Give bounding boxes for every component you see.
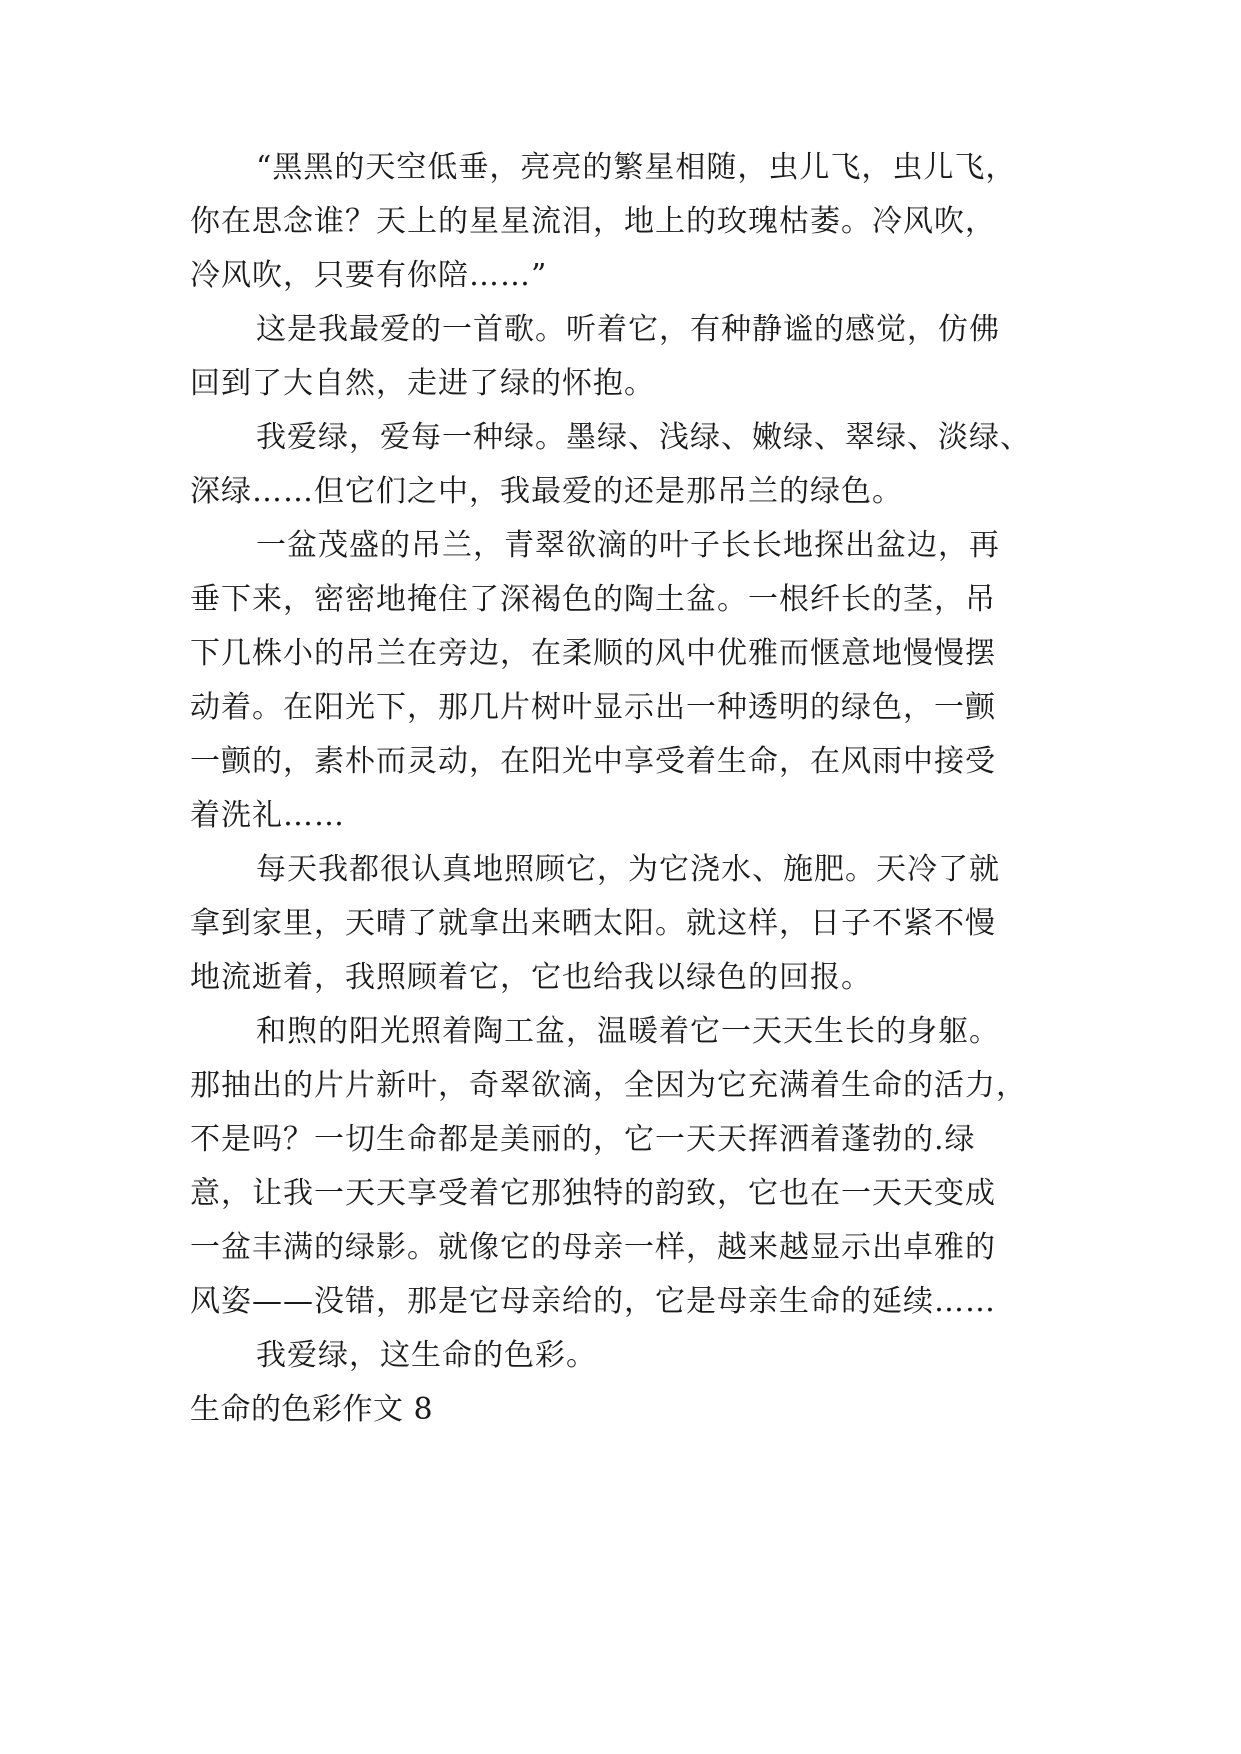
paragraph-line: 和煦的阳光照着陶工盆，温暖着它一天天生长的身躯。 [256,1014,1000,1049]
paragraph-line: 不是吗？一切生命都是美丽的，它一天天挥洒着蓬勃的.绿 [190,1122,976,1157]
paragraph-line: 冷风吹，只要有你陪……” [190,258,548,293]
paragraph-line: 垂下来，密密地掩住了深褐色的陶土盆。一根纤长的茎，吊 [190,582,996,617]
paragraph-line: 着洗礼…… [190,798,345,833]
paragraph-line: 我爱绿，这生命的色彩。 [256,1338,597,1373]
section-heading: 生命的色彩作文 8 [190,1392,434,1427]
paragraph-line: 深绿……但它们之中，我最爱的还是那吊兰的绿色。 [190,474,903,509]
paragraph-line: 地流逝着，我照顾着它，它也给我以绿色的回报。 [190,960,872,995]
paragraph-line: 一盆茂盛的吊兰，青翠欲滴的叶子长长地探出盆边，再 [256,528,1000,563]
paragraph-line: 一颤的，素朴而灵动，在阳光中享受着生命，在风雨中接受 [190,744,996,779]
paragraph-line: 那抽出的片片新叶，奇翠欲滴，全因为它充满着生命的活力， [190,1068,1027,1103]
paragraph-line: 一盆丰满的绿影。就像它的母亲一样，越来越显示出卓雅的 [190,1230,996,1265]
paragraph-line: 回到了大自然，走进了绿的怀抱。 [190,366,655,401]
paragraph-line: 你在思念谁？天上的星星流泪，地上的玫瑰枯萎。冷风吹， [190,204,996,239]
paragraph-line: 意，让我一天天享受着它那独特的韵致，它也在一天天变成 [190,1176,996,1211]
paragraph-line: 我爱绿，爱每一种绿。墨绿、浅绿、嫩绿、翠绿、淡绿、 [256,420,1031,455]
paragraph-line: 每天我都很认真地照顾它，为它浇水、施肥。天冷了就 [256,852,1000,887]
paragraph-line: 动着。在阳光下，那几片树叶显示出一种透明的绿色，一颤 [190,690,996,725]
paragraph-line: 风姿——没错，那是它母亲给的，它是母亲生命的延续…… [190,1284,996,1319]
paragraph-line: 下几株小的吊兰在旁边，在柔顺的风中优雅而惬意地慢慢摆 [190,636,996,671]
paragraph-line: 这是我最爱的一首歌。听着它，有种静谧的感觉，仿佛 [256,312,1000,347]
paragraph-line: “黑黑的天空低垂，亮亮的繁星相随，虫儿飞，虫儿飞， [256,150,1017,185]
paragraph-line: 拿到家里，天晴了就拿出来晒太阳。就这样，日子不紧不慢 [190,906,996,941]
